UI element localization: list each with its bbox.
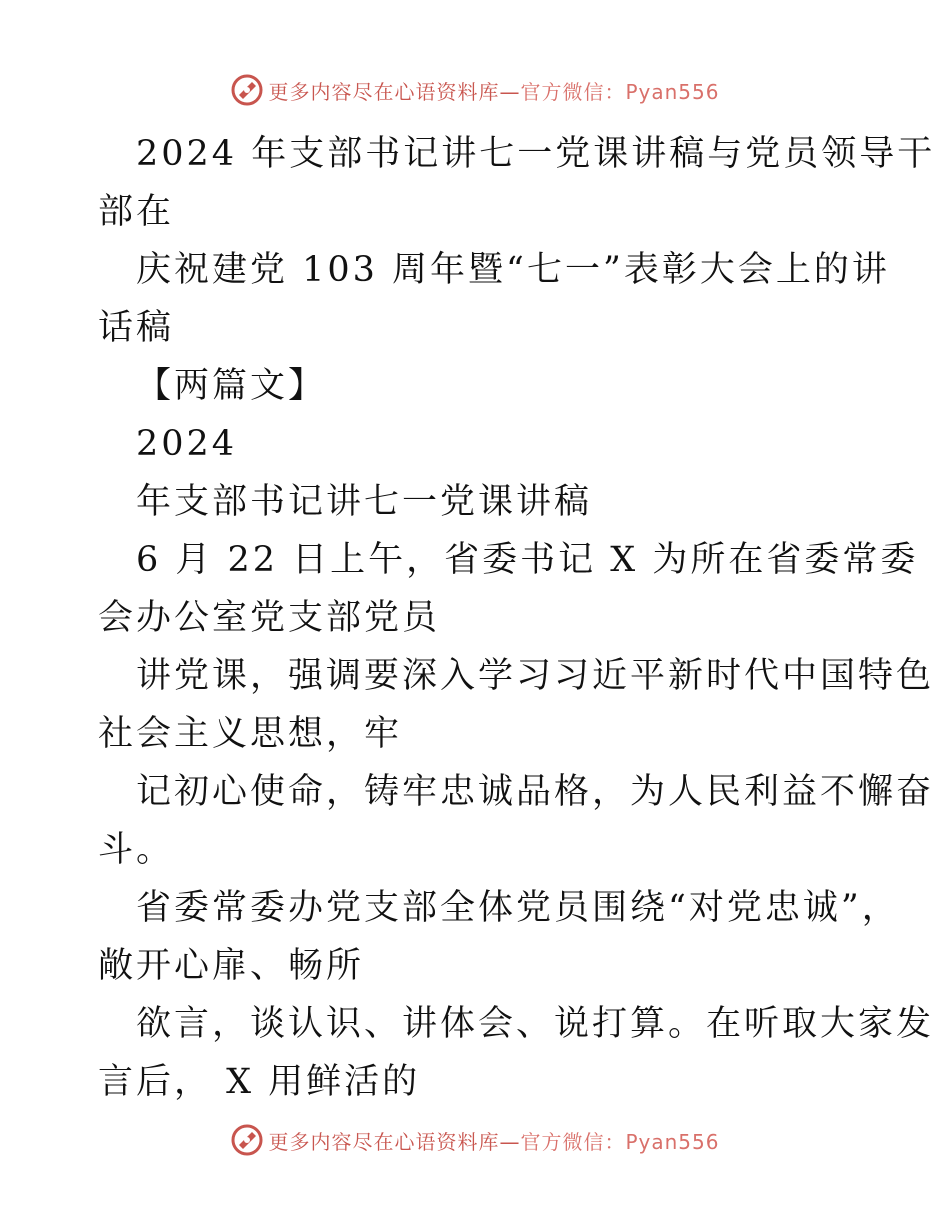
banner-text: [268, 76, 719, 105]
paragraph-line: 记初心使命，铸牢忠诚品格，为人民利益不懈奋: [136, 772, 935, 812]
header-banner: [0, 70, 950, 110]
title-line-3: 庆祝建党 103 周年暨“七一”表彰大会上的讲: [136, 250, 890, 290]
title-line-1: 2024 年支部书记讲七一党课讲稿与党员领导干: [136, 134, 936, 174]
paragraph-line: 斗。: [98, 830, 175, 870]
paragraph-line: 会办公室党支部党员: [98, 598, 441, 638]
logo-icon: [230, 1123, 264, 1157]
paragraph-line: 欲言，谈认识、讲体会、说打算。在听取大家发: [136, 1004, 935, 1044]
footer-banner: [0, 1120, 950, 1160]
paragraph-line: 言后， X 用鲜活的: [98, 1062, 421, 1102]
section-heading: 年支部书记讲七一党课讲稿: [136, 482, 593, 522]
section-year: 2024: [136, 424, 238, 464]
paragraph-line: 省委常委办党支部全体党员围绕“对党忠诚”，: [136, 888, 900, 928]
document-body: [98, 125, 936, 1111]
subtitle-line: 【两篇文】: [136, 366, 327, 406]
title-line-2: 部在: [98, 192, 175, 232]
paragraph-line: 社会主义思想，牢: [98, 714, 403, 754]
paragraph-line: 敞开心扉、畅所: [98, 946, 365, 986]
banner-wechat-text: 官方微信：Pyan556: [520, 79, 720, 104]
banner-main-text: 更多内容尽在心语资料库—: [268, 1129, 521, 1154]
banner-main-text: 更多内容尽在心语资料库—: [268, 79, 521, 104]
paragraph-line: 讲党课，强调要深入学习习近平新时代中国特色: [136, 656, 935, 696]
paragraph-line: 6 月 22 日上午，省委书记 X 为所在省委常委: [136, 540, 919, 580]
logo-icon: [230, 73, 264, 107]
title-line-4: 话稿: [98, 308, 175, 348]
banner-text: [268, 1126, 719, 1155]
banner-wechat-text: 官方微信：Pyan556: [520, 1129, 720, 1154]
